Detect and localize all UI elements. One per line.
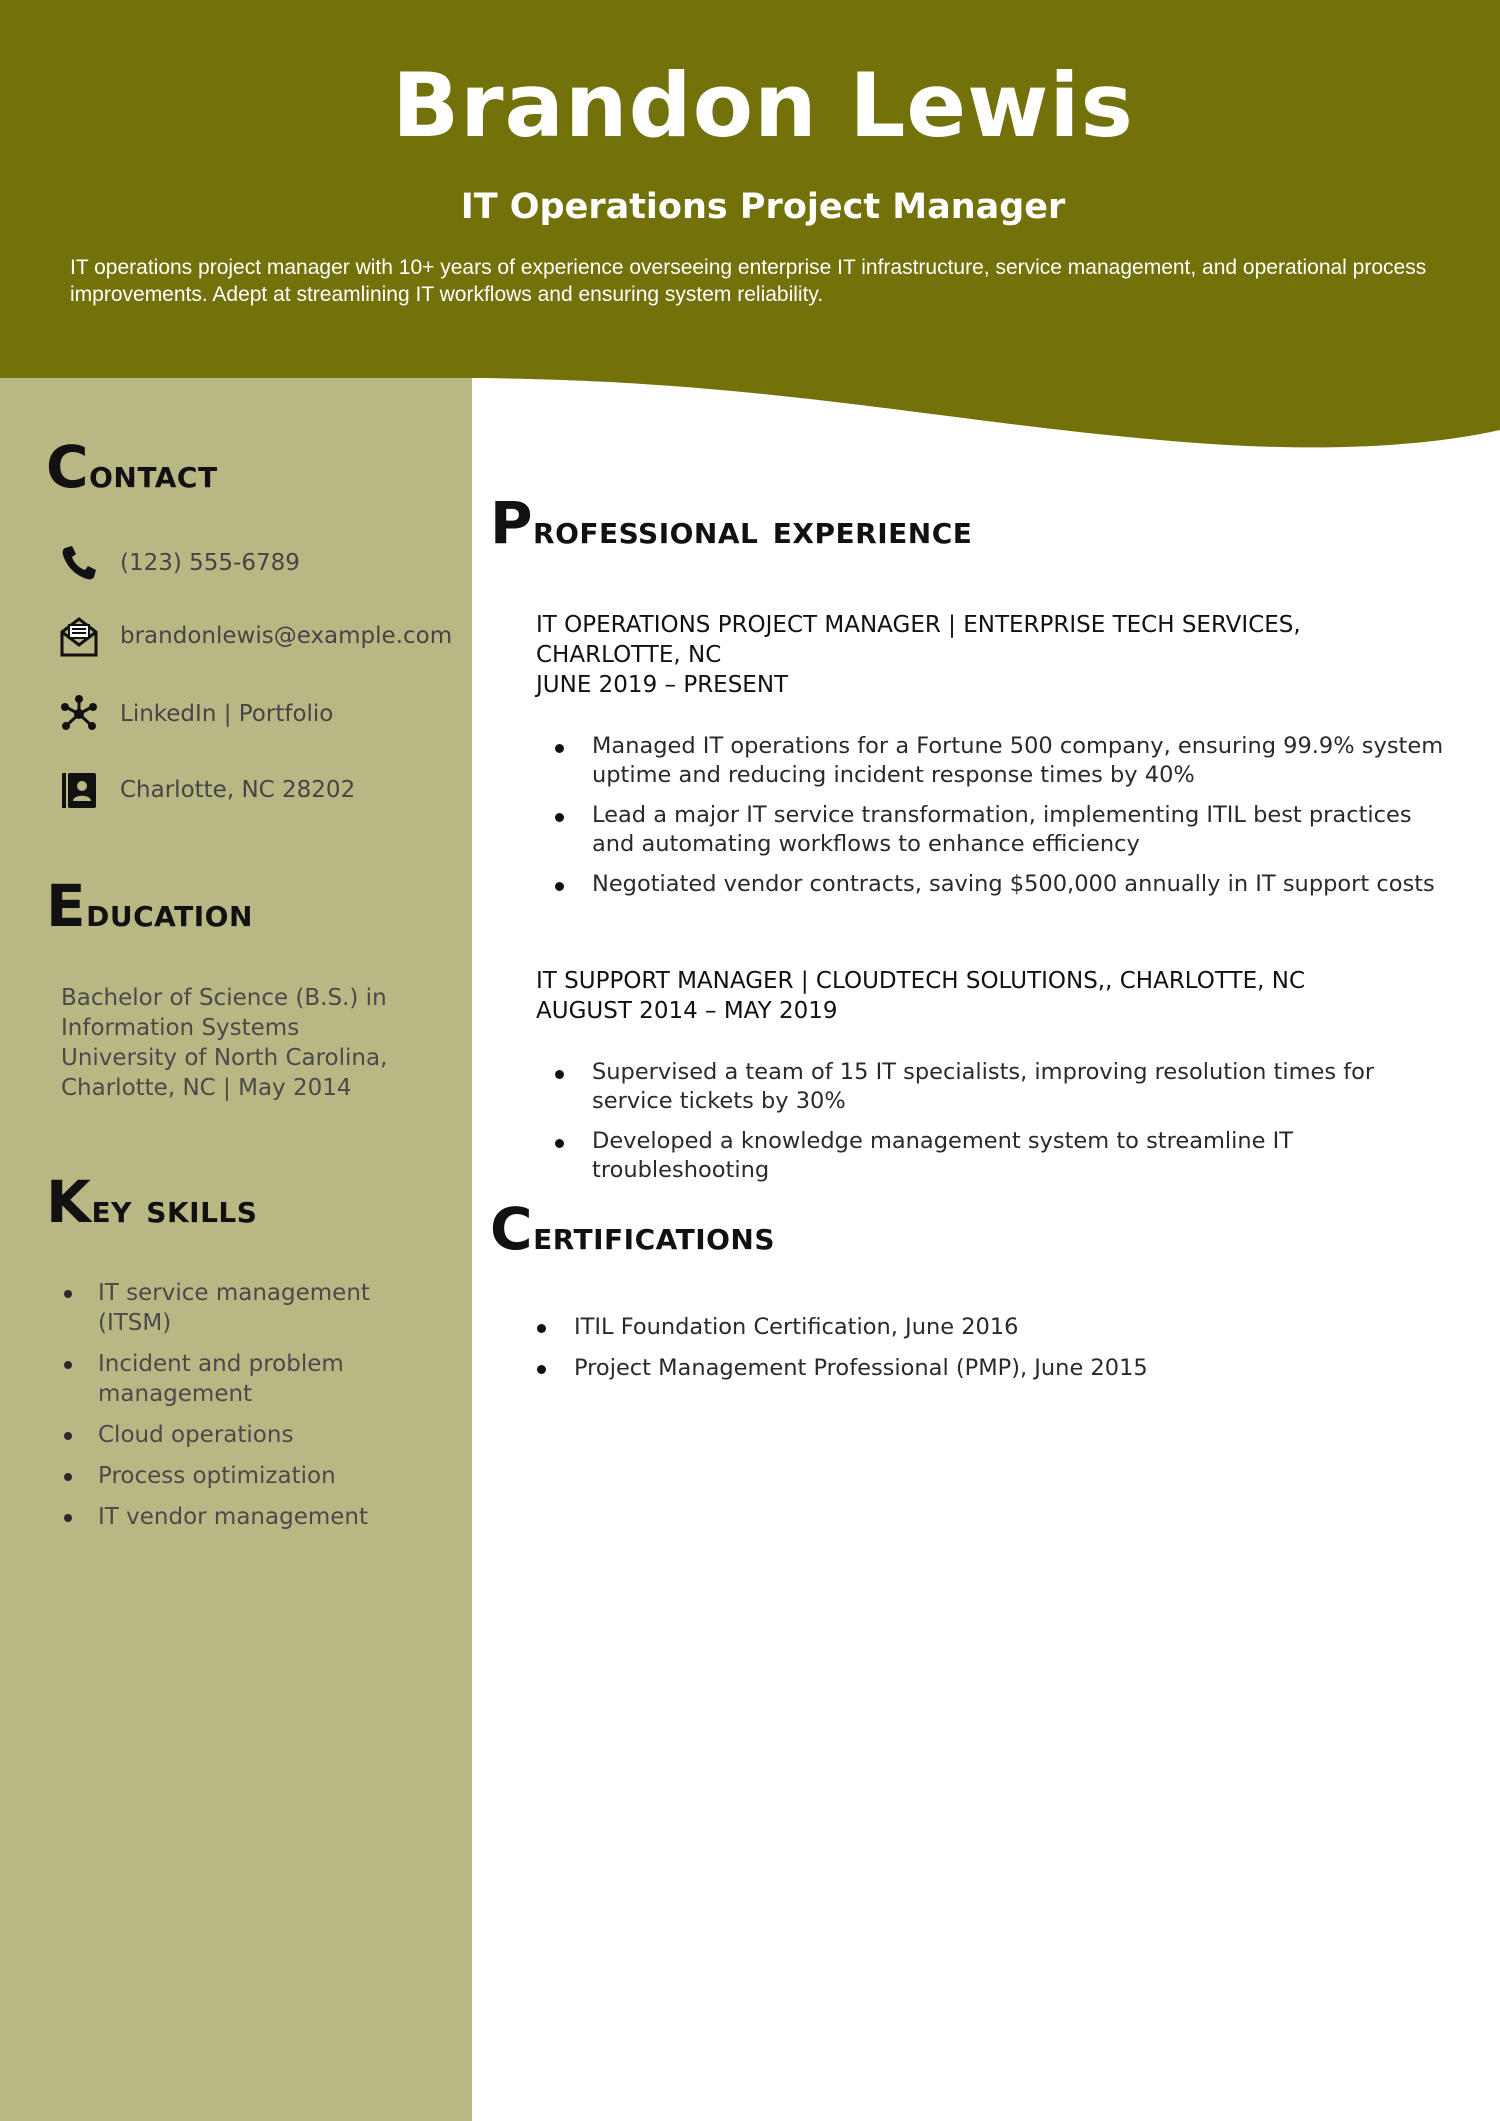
skill-item: Incident and problem management [61,1349,398,1409]
certification-item: Project Management Professional (PMP), June 2015 [536,1353,1456,1383]
job-bullets [536,1058,1456,1185]
job-bullet: Managed IT operations for a Fortune 500 company, ensuring 99.9% system uptime and reducing incident response times by 40% [536,732,1456,790]
email-icon [58,615,100,657]
address-book-icon [58,769,100,811]
candidate-name: Brandon Lewis [392,54,1134,157]
skill-item: IT vendor management [61,1502,441,1532]
job-entry [536,610,1456,910]
experience-heading-rest: rofessional experience [533,507,973,553]
contact-links[interactable] [58,692,333,736]
contact-email-text: brandonlewis@example.com [120,623,453,649]
job-bullet: Lead a major IT service transformation, implementing ITIL best practices and automating workflows to enhance efficiency [536,801,1456,859]
education-major: Information Systems [61,1015,300,1041]
job-title-company: IT OPERATIONS PROJECT MANAGER | ENTERPRISE TECH SERVICES, CHARLOTTE, NC [536,612,1301,668]
education-heading [46,872,253,940]
job-bullet: Developed a knowledge management system to streamline IT troubleshooting [536,1127,1456,1185]
education-degree: Bachelor of Science (B.S.) in [61,985,387,1011]
contact-heading-initial: C [46,433,90,501]
job-bullets [536,732,1456,899]
contact-links-text: LinkedIn | Portfolio [120,701,334,727]
skill-item: IT service management (ITSM) [61,1278,398,1338]
education-heading-initial: E [46,872,87,940]
job-title-company: IT SUPPORT MANAGER | CLOUDTECH SOLUTIONS,, CHARLOTTE, NC [536,968,1306,994]
network-icon [58,693,100,735]
contact-phone-text: (123) 555-6789 [120,550,300,576]
certifications-list [536,1312,1456,1394]
certifications-heading [490,1195,776,1263]
contact-phone[interactable] [58,541,300,585]
contact-heading [46,433,218,501]
skills-heading-rest: ey skills [91,1186,258,1232]
contact-address[interactable] [58,768,355,812]
header [0,0,1500,360]
skills-list [61,1278,441,1543]
certification-item: ITIL Foundation Certification, June 2016 [536,1312,1456,1342]
education-school: University of North Carolina, [61,1045,388,1071]
experience-heading [490,489,973,557]
job-bullet: Supervised a team of 15 IT specialists, improving resolution times for service tickets by 30% [536,1058,1456,1116]
skills-heading [46,1168,258,1236]
skill-item: Process optimization [61,1461,441,1491]
job-title: IT Operations Project Manager [460,187,1066,227]
experience-heading-initial: P [490,489,534,557]
contact-email[interactable] [58,614,452,658]
education-heading-rest: ducation [86,890,253,936]
job-dates: JUNE 2019 – PRESENT [536,672,789,698]
education-details [61,983,441,1103]
professional-summary: IT operations project manager with 10+ years of experience overseeing enterprise IT infrastructure, service management, and operational process improvements. Adept at streamlining IT workflows and ensuring system reliability. [70,256,1427,306]
contact-address-text: Charlotte, NC 28202 [120,777,356,803]
contact-heading-rest: ontact [89,451,218,497]
skills-heading-initial: K [46,1168,92,1236]
education-location-date: Charlotte, NC | May 2014 [61,1075,352,1101]
certifications-heading-initial: C [490,1195,534,1263]
skill-item: Cloud operations [61,1420,441,1450]
certifications-heading-rest: ertifications [533,1213,776,1259]
phone-icon [58,542,100,584]
job-bullet: Negotiated vendor contracts, saving $500,000 annually in IT support costs [536,870,1456,899]
job-dates: AUGUST 2014 – MAY 2019 [536,998,838,1024]
job-entry [536,966,1456,1196]
